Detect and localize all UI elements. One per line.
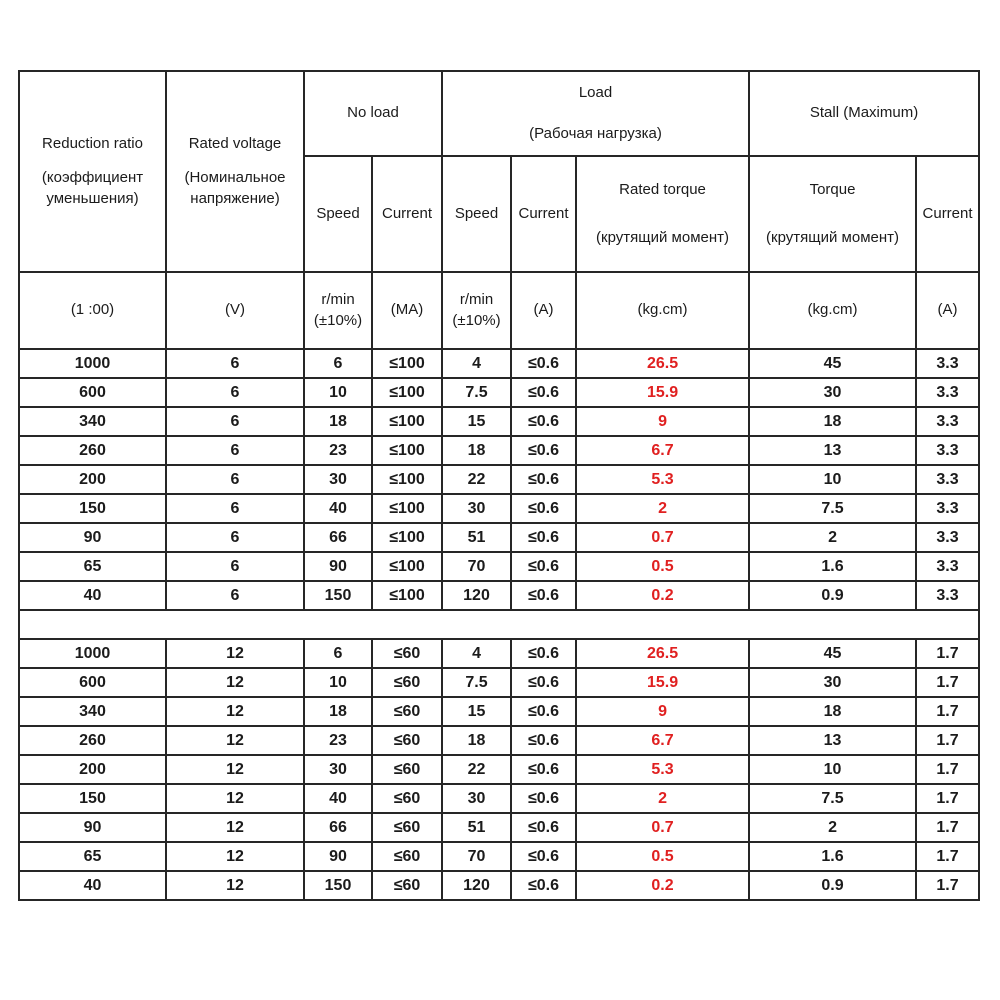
- unit-no-load-speed-line2: (±10%): [313, 311, 363, 329]
- header-load-current: Current: [511, 156, 576, 272]
- cell-rated-voltage: 6: [166, 552, 304, 581]
- table-row: [19, 523, 979, 552]
- cell-no-load-speed: 18: [304, 697, 372, 726]
- cell-reduction-ratio: 65: [19, 842, 166, 871]
- cell-stall-torque: 0.9: [749, 581, 916, 610]
- table-row: [19, 407, 979, 436]
- cell-no-load-speed: 40: [304, 784, 372, 813]
- cell-no-load-current: ≤60: [372, 726, 442, 755]
- table-row: [19, 349, 979, 378]
- cell-rated-voltage: 12: [166, 639, 304, 668]
- data-block-6v: [19, 349, 979, 610]
- header-load-speed: Speed: [442, 156, 511, 272]
- cell-no-load-speed: 66: [304, 813, 372, 842]
- cell-stall-torque: 7.5: [749, 494, 916, 523]
- cell-load-current: ≤0.6: [511, 755, 576, 784]
- table-row: [19, 726, 979, 755]
- cell-no-load-speed: 23: [304, 726, 372, 755]
- cell-load-speed: 22: [442, 465, 511, 494]
- cell-stall-current: 3.3: [916, 436, 979, 465]
- cell-rated-torque: 5.3: [576, 755, 749, 784]
- header-stall-torque: [749, 156, 916, 272]
- cell-no-load-speed: 30: [304, 755, 372, 784]
- cell-load-speed: 18: [442, 726, 511, 755]
- cell-rated-voltage: 12: [166, 726, 304, 755]
- header-no-load-speed: Speed: [304, 156, 372, 272]
- separator-cell: [19, 610, 979, 639]
- cell-rated-voltage: 6: [166, 581, 304, 610]
- cell-load-current: ≤0.6: [511, 726, 576, 755]
- header-rated-torque-en: Rated torque: [619, 180, 706, 198]
- cell-reduction-ratio: 260: [19, 436, 166, 465]
- cell-stall-torque: 1.6: [749, 552, 916, 581]
- cell-load-speed: 7.5: [442, 668, 511, 697]
- header-reduction-ratio-ru: (коэффициент уменьшения): [41, 169, 144, 208]
- cell-stall-torque: 0.9: [749, 871, 916, 900]
- motor-spec-table: [18, 70, 980, 901]
- cell-load-current: ≤0.6: [511, 349, 576, 378]
- cell-reduction-ratio: 1000: [19, 349, 166, 378]
- cell-no-load-speed: 90: [304, 842, 372, 871]
- cell-no-load-speed: 10: [304, 378, 372, 407]
- cell-load-speed: 51: [442, 523, 511, 552]
- table-row: [19, 581, 979, 610]
- cell-stall-torque: 30: [749, 378, 916, 407]
- cell-reduction-ratio: 200: [19, 465, 166, 494]
- unit-no-load-current: (MA): [372, 272, 442, 349]
- cell-stall-current: 1.7: [916, 871, 979, 900]
- cell-no-load-current: ≤60: [372, 697, 442, 726]
- cell-stall-torque: 18: [749, 407, 916, 436]
- cell-no-load-current: ≤100: [372, 494, 442, 523]
- table-header: [19, 71, 979, 349]
- cell-load-speed: 30: [442, 784, 511, 813]
- cell-stall-current: 1.7: [916, 784, 979, 813]
- unit-load-speed: [442, 272, 511, 349]
- cell-rated-torque: 15.9: [576, 668, 749, 697]
- cell-load-current: ≤0.6: [511, 407, 576, 436]
- unit-no-load-speed: [304, 272, 372, 349]
- cell-load-speed: 18: [442, 436, 511, 465]
- cell-no-load-current: ≤100: [372, 436, 442, 465]
- cell-reduction-ratio: 600: [19, 668, 166, 697]
- cell-stall-current: 3.3: [916, 552, 979, 581]
- cell-no-load-current: ≤100: [372, 378, 442, 407]
- table-row: [19, 465, 979, 494]
- table-row: [19, 494, 979, 523]
- cell-no-load-current: ≤100: [372, 552, 442, 581]
- cell-load-speed: 15: [442, 697, 511, 726]
- cell-rated-torque: 2: [576, 494, 749, 523]
- header-stall-torque-ru: (крутящий момент): [766, 229, 899, 247]
- cell-load-current: ≤0.6: [511, 581, 576, 610]
- header-load-ru: (Рабочая нагрузка): [529, 124, 662, 142]
- cell-no-load-current: ≤100: [372, 581, 442, 610]
- cell-load-current: ≤0.6: [511, 784, 576, 813]
- unit-load-current: (A): [511, 272, 576, 349]
- cell-no-load-current: ≤100: [372, 523, 442, 552]
- cell-stall-torque: 10: [749, 465, 916, 494]
- cell-rated-voltage: 6: [166, 378, 304, 407]
- cell-reduction-ratio: 90: [19, 813, 166, 842]
- cell-no-load-speed: 23: [304, 436, 372, 465]
- unit-load-speed-line1: r/min: [459, 291, 494, 309]
- cell-stall-torque: 1.6: [749, 842, 916, 871]
- cell-load-speed: 4: [442, 349, 511, 378]
- cell-no-load-current: ≤60: [372, 755, 442, 784]
- unit-load-speed-line2: (±10%): [452, 311, 501, 329]
- cell-load-speed: 4: [442, 639, 511, 668]
- header-stall-torque-en: Torque: [809, 180, 856, 198]
- cell-load-speed: 120: [442, 581, 511, 610]
- cell-load-speed: 22: [442, 755, 511, 784]
- table-row: [19, 436, 979, 465]
- cell-no-load-current: ≤60: [372, 784, 442, 813]
- cell-rated-voltage: 12: [166, 784, 304, 813]
- cell-stall-current: 1.7: [916, 813, 979, 842]
- cell-no-load-current: ≤60: [372, 668, 442, 697]
- cell-reduction-ratio: 40: [19, 581, 166, 610]
- cell-load-speed: 15: [442, 407, 511, 436]
- cell-no-load-speed: 66: [304, 523, 372, 552]
- table-row: [19, 842, 979, 871]
- cell-stall-current: 3.3: [916, 494, 979, 523]
- cell-rated-voltage: 12: [166, 813, 304, 842]
- cell-rated-torque: 0.5: [576, 552, 749, 581]
- cell-load-current: ≤0.6: [511, 668, 576, 697]
- cell-no-load-current: ≤60: [372, 639, 442, 668]
- table-row: [19, 784, 979, 813]
- table-row: [19, 668, 979, 697]
- cell-stall-current: 1.7: [916, 697, 979, 726]
- header-units-row: [19, 272, 979, 349]
- cell-reduction-ratio: 260: [19, 726, 166, 755]
- cell-stall-torque: 45: [749, 639, 916, 668]
- cell-rated-torque: 0.7: [576, 523, 749, 552]
- header-stall: Stall (Maximum): [749, 71, 979, 156]
- cell-load-current: ≤0.6: [511, 494, 576, 523]
- cell-stall-torque: 7.5: [749, 784, 916, 813]
- cell-rated-torque: 9: [576, 697, 749, 726]
- cell-rated-voltage: 6: [166, 494, 304, 523]
- cell-load-speed: 30: [442, 494, 511, 523]
- header-reduction-ratio: [19, 71, 166, 272]
- header-reduction-ratio-en: Reduction ratio: [42, 134, 143, 152]
- cell-stall-torque: 2: [749, 813, 916, 842]
- cell-no-load-speed: 30: [304, 465, 372, 494]
- cell-rated-torque: 6.7: [576, 726, 749, 755]
- unit-reduction-ratio: (1 :00): [19, 272, 166, 349]
- cell-reduction-ratio: 600: [19, 378, 166, 407]
- cell-no-load-current: ≤60: [372, 842, 442, 871]
- cell-no-load-speed: 10: [304, 668, 372, 697]
- cell-stall-torque: 30: [749, 668, 916, 697]
- cell-rated-torque: 26.5: [576, 639, 749, 668]
- cell-no-load-speed: 40: [304, 494, 372, 523]
- cell-no-load-current: ≤100: [372, 465, 442, 494]
- table-row: [19, 755, 979, 784]
- cell-no-load-speed: 6: [304, 639, 372, 668]
- cell-rated-torque: 15.9: [576, 378, 749, 407]
- header-group-row: [19, 71, 979, 156]
- cell-stall-current: 3.3: [916, 407, 979, 436]
- cell-no-load-speed: 18: [304, 407, 372, 436]
- cell-rated-voltage: 12: [166, 755, 304, 784]
- cell-no-load-speed: 6: [304, 349, 372, 378]
- unit-stall-current: (A): [916, 272, 979, 349]
- cell-rated-voltage: 12: [166, 668, 304, 697]
- header-rated-voltage-ru: (Номинальное напряжение): [184, 169, 286, 208]
- cell-load-speed: 70: [442, 842, 511, 871]
- cell-stall-torque: 13: [749, 726, 916, 755]
- cell-rated-voltage: 6: [166, 523, 304, 552]
- cell-reduction-ratio: 40: [19, 871, 166, 900]
- cell-rated-torque: 2: [576, 784, 749, 813]
- unit-rated-voltage: (V): [166, 272, 304, 349]
- data-block-12v: [19, 639, 979, 900]
- cell-load-current: ≤0.6: [511, 813, 576, 842]
- cell-stall-current: 1.7: [916, 755, 979, 784]
- cell-load-current: ≤0.6: [511, 523, 576, 552]
- table-row: [19, 639, 979, 668]
- cell-load-current: ≤0.6: [511, 842, 576, 871]
- cell-reduction-ratio: 150: [19, 784, 166, 813]
- cell-reduction-ratio: 65: [19, 552, 166, 581]
- table-row: [19, 378, 979, 407]
- cell-load-current: ≤0.6: [511, 465, 576, 494]
- cell-load-current: ≤0.6: [511, 552, 576, 581]
- cell-rated-voltage: 12: [166, 842, 304, 871]
- cell-rated-voltage: 6: [166, 436, 304, 465]
- cell-no-load-current: ≤100: [372, 407, 442, 436]
- cell-rated-torque: 0.2: [576, 871, 749, 900]
- cell-stall-current: 1.7: [916, 726, 979, 755]
- cell-rated-voltage: 6: [166, 349, 304, 378]
- cell-stall-current: 1.7: [916, 842, 979, 871]
- header-rated-voltage: [166, 71, 304, 272]
- cell-rated-torque: 9: [576, 407, 749, 436]
- cell-no-load-speed: 150: [304, 871, 372, 900]
- cell-rated-torque: 6.7: [576, 436, 749, 465]
- cell-no-load-current: ≤60: [372, 871, 442, 900]
- cell-stall-current: 3.3: [916, 523, 979, 552]
- cell-stall-current: 3.3: [916, 465, 979, 494]
- cell-load-current: ≤0.6: [511, 378, 576, 407]
- cell-no-load-current: ≤100: [372, 349, 442, 378]
- table-row: [19, 552, 979, 581]
- cell-stall-current: 3.3: [916, 378, 979, 407]
- cell-rated-voltage: 12: [166, 871, 304, 900]
- cell-stall-torque: 13: [749, 436, 916, 465]
- cell-reduction-ratio: 90: [19, 523, 166, 552]
- header-load: [442, 71, 749, 156]
- cell-stall-torque: 2: [749, 523, 916, 552]
- cell-reduction-ratio: 1000: [19, 639, 166, 668]
- block-separator: [19, 610, 979, 639]
- cell-reduction-ratio: 200: [19, 755, 166, 784]
- cell-rated-torque: 0.5: [576, 842, 749, 871]
- cell-rated-voltage: 12: [166, 697, 304, 726]
- cell-no-load-speed: 150: [304, 581, 372, 610]
- cell-rated-voltage: 6: [166, 465, 304, 494]
- header-stall-current: Current: [916, 156, 979, 272]
- header-no-load-current: Current: [372, 156, 442, 272]
- cell-rated-torque: 0.7: [576, 813, 749, 842]
- cell-load-current: ≤0.6: [511, 697, 576, 726]
- cell-rated-torque: 0.2: [576, 581, 749, 610]
- cell-load-current: ≤0.6: [511, 436, 576, 465]
- cell-rated-voltage: 6: [166, 407, 304, 436]
- cell-rated-torque: 26.5: [576, 349, 749, 378]
- cell-load-speed: 51: [442, 813, 511, 842]
- cell-no-load-speed: 90: [304, 552, 372, 581]
- table-row: [19, 871, 979, 900]
- cell-reduction-ratio: 340: [19, 407, 166, 436]
- cell-load-current: ≤0.6: [511, 871, 576, 900]
- cell-rated-torque: 5.3: [576, 465, 749, 494]
- header-rated-torque: [576, 156, 749, 272]
- unit-no-load-speed-line1: r/min: [321, 291, 355, 309]
- cell-load-speed: 70: [442, 552, 511, 581]
- header-rated-voltage-en: Rated voltage: [188, 134, 282, 152]
- unit-stall-torque: (kg.cm): [749, 272, 916, 349]
- separator-row: [19, 610, 979, 639]
- header-no-load: No load: [304, 71, 442, 156]
- cell-stall-current: 1.7: [916, 668, 979, 697]
- cell-load-speed: 120: [442, 871, 511, 900]
- table-row: [19, 697, 979, 726]
- cell-load-speed: 7.5: [442, 378, 511, 407]
- cell-no-load-current: ≤60: [372, 813, 442, 842]
- cell-stall-torque: 10: [749, 755, 916, 784]
- cell-stall-current: 1.7: [916, 639, 979, 668]
- table-row: [19, 813, 979, 842]
- cell-stall-current: 3.3: [916, 349, 979, 378]
- cell-load-current: ≤0.6: [511, 639, 576, 668]
- cell-reduction-ratio: 340: [19, 697, 166, 726]
- cell-reduction-ratio: 150: [19, 494, 166, 523]
- cell-stall-current: 3.3: [916, 581, 979, 610]
- header-rated-torque-ru: (крутящий момент): [596, 229, 729, 247]
- header-load-en: Load: [578, 84, 613, 102]
- cell-stall-torque: 18: [749, 697, 916, 726]
- unit-rated-torque: (kg.cm): [576, 272, 749, 349]
- cell-stall-torque: 45: [749, 349, 916, 378]
